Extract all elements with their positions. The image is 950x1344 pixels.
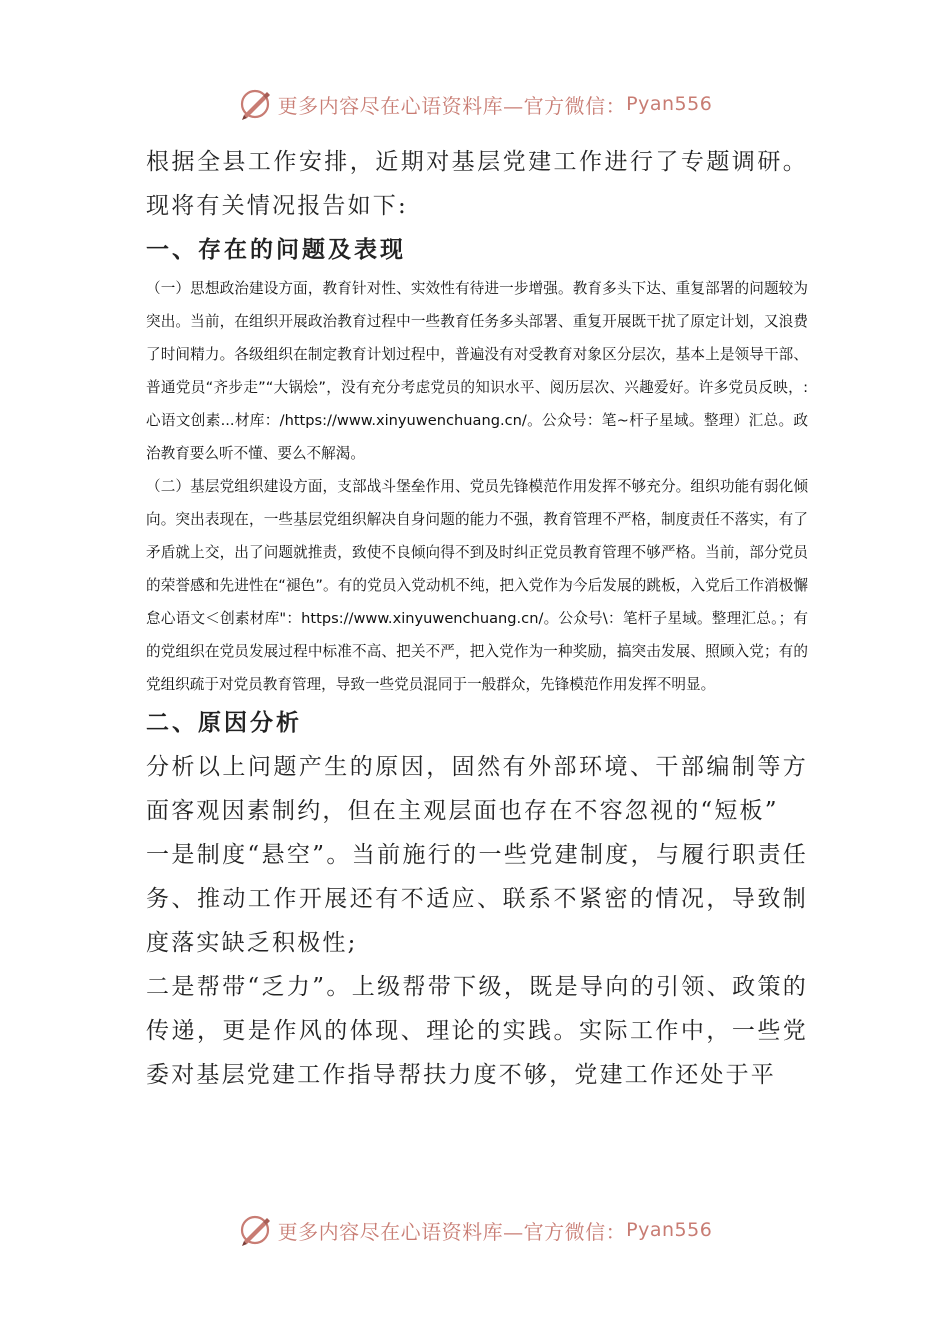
document-body: [146, 140, 808, 1097]
section2-paragraph-3: 二是帮带“乏力”。上级帮带下级，既是导向的引领、政策的传递，更是作风的体现、理论的实践。实际工作中，一些党委对基层党建工作指导帮扶力度不够，党建工作还处于平: [146, 974, 808, 1088]
watermark-contact: Pyan556: [626, 93, 713, 115]
section1-heading: 一、存在的问题及表现: [146, 236, 406, 263]
section1-paragraph-1: （一）思想政治建设方面，教育针对性、实效性有待进一步增强。教育多头下达、重复部署的问题较为突出。当前，在组织开展政治教育过程中一些教育任务多头部署、重复开展既干扰了原定计划，又浪费了时间精力。各级组织在制定教育计划过程中，普遍没有对受教育对象区分层次，基本上是领导干部、普通党员“齐步走”“大锅烩”，没有充分考虑党员的知识水平、阅历层次、兴趣爱好。许多党员反映，:心语文创素...材库：/https://www.xinyuwenchuang.cn/。公众号：笔~杆子星域。整理）汇总。政治教育要么听不懂、要么不解渴。: [146, 280, 808, 462]
section1-paragraph-2: （二）基层党组织建设方面，支部战斗堡垒作用、党员先锋模范作用发挥不够充分。组织功能有弱化倾向。突出表现在，一些基层党组织解决自身问题的能力不强，教育管理不严格，制度责任不落实，有了矛盾就上交，出了问题就推责，致使不良倾向得不到及时纠正党员教育管理不够严格。当前，部分党员的荣誉感和先进性在“褪色”。有的党员入党动机不纯，把入党作为今后发展的跳板，入党后工作消极懈怠心语文＜创素材库"：https://www.xinyuwenchuang.cn/。公众号\：笔杆子星域。整理汇总。；有的党组织在党员发展过程中标准不高、把关不严，把入党作为一种奖励，搞突击发展、照顾入党；有的党组织疏于对党员教育管理，导致一些党员混同于一般群众，先锋模范作用发挥不明显。: [146, 478, 808, 693]
watermark-brand-text: 更多内容尽在心语资料库—官方微信：: [277, 1219, 627, 1244]
watermark-contact: Pyan556: [626, 1219, 713, 1241]
pen-logo-icon: [238, 87, 272, 121]
footer-watermark: [0, 1210, 950, 1250]
intro-paragraph: 根据全县工作安排，近期对基层党建工作进行了专题调研。现将有关情况报告如下:: [146, 149, 808, 219]
section2-heading: 二、原因分析: [146, 709, 302, 736]
header-watermark: [0, 84, 950, 124]
watermark-brand-text: 更多内容尽在心语资料库—官方微信：: [277, 93, 627, 118]
section2-paragraph-2: 一是制度“悬空”。当前施行的一些党建制度，与履行职责任务、推动工作开展还有不适应、联系不紧密的情况，导致制度落实缺乏积极性;: [146, 842, 808, 956]
pen-logo-icon: [238, 1213, 272, 1247]
section2-paragraph-1: 分析以上问题产生的原因，固然有外部环境、干部编制等方面客观因素制约，但在主观层面也存在不容忽视的“短板”: [146, 754, 808, 824]
